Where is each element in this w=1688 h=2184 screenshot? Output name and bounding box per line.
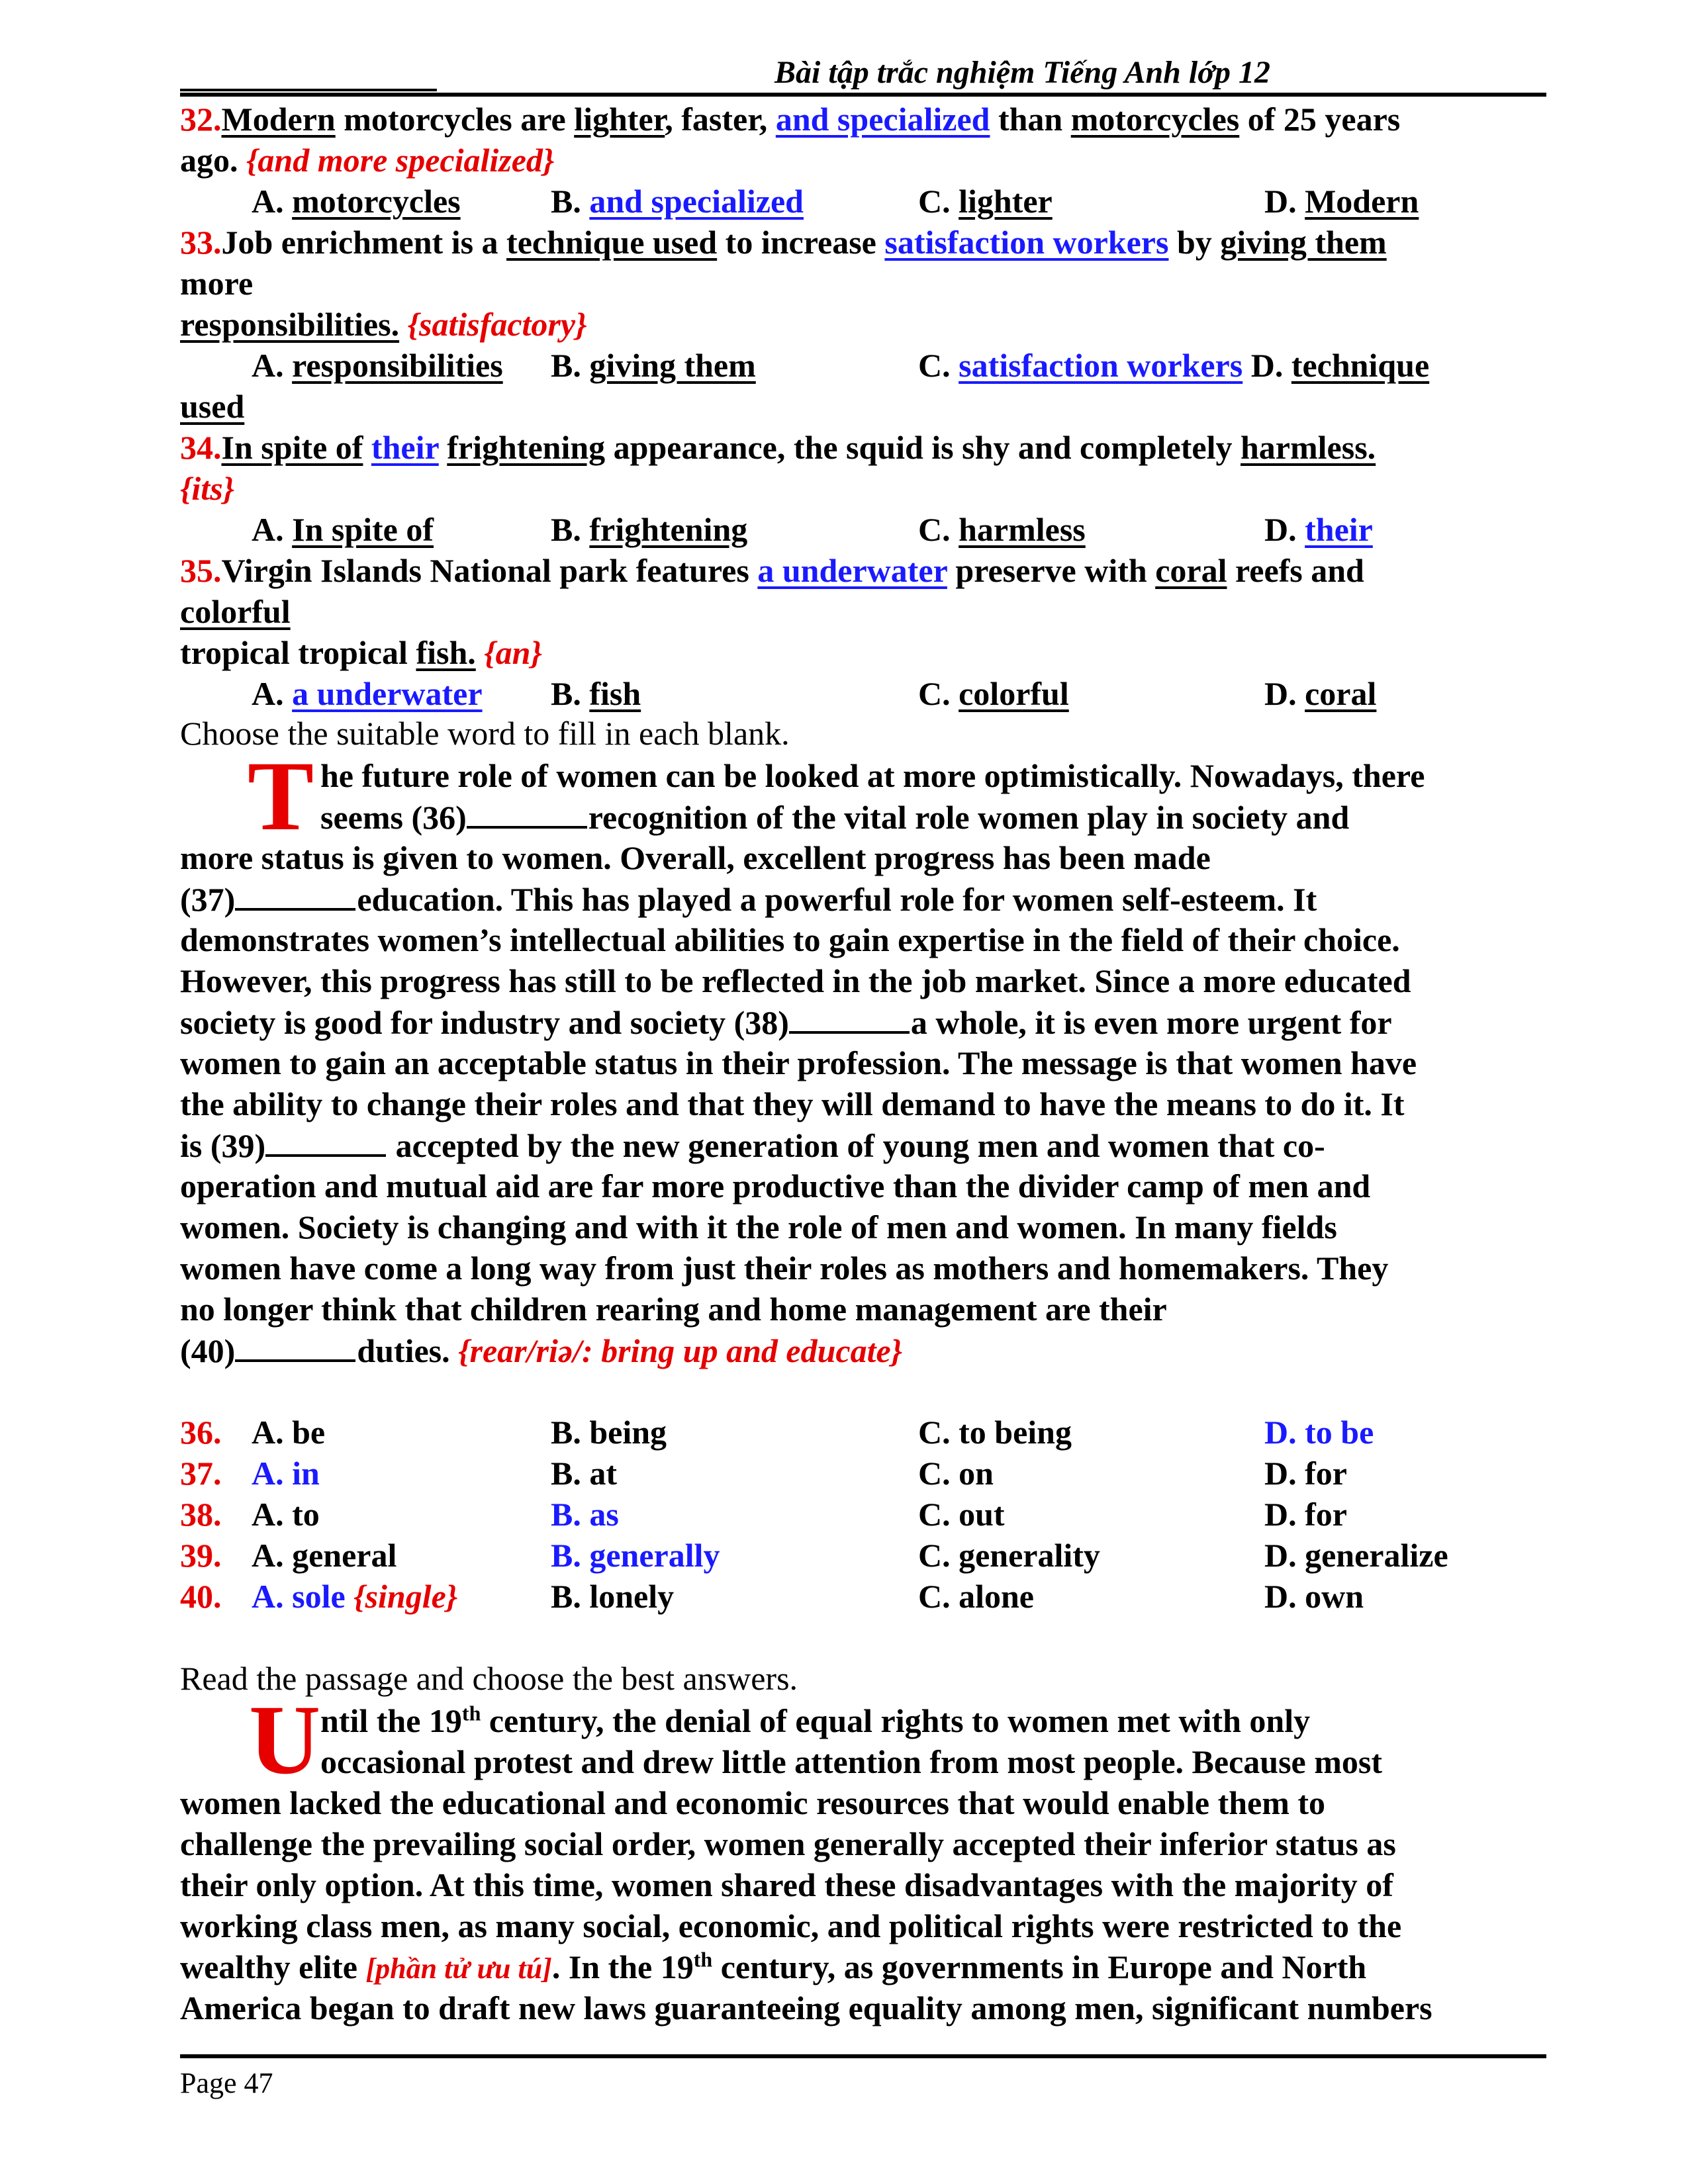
option-text: In spite of xyxy=(292,511,434,548)
q33-underlined-a: technique used xyxy=(506,224,718,261)
q33-correction: {satisfactory} xyxy=(399,306,587,343)
q35-option-a xyxy=(252,674,483,713)
option-letter: D. xyxy=(1264,675,1305,712)
blank-37 xyxy=(235,879,355,911)
answer-note: {single} xyxy=(345,1578,458,1615)
answer-option-c: C. generality xyxy=(918,1537,1100,1574)
q33-option-d-wrap xyxy=(180,387,244,426)
reading-line-2: occasional protest and drew little attention from most people. Because most xyxy=(320,1743,1383,1780)
q33-option-b xyxy=(551,345,756,385)
cloze-text: accepted by the new generation of young men and women that co- xyxy=(387,1127,1325,1164)
option-text: technique xyxy=(1291,347,1430,384)
page-header-title: Bài tập trắc nghiệm Tiếng Anh lớp 12 xyxy=(774,55,1270,90)
option-letter: B. xyxy=(551,675,590,712)
reading-line-1 xyxy=(320,1701,1310,1741)
q32-text: motorcycles are xyxy=(335,101,575,138)
answer-option-d: D. generalize xyxy=(1264,1537,1448,1574)
q33-text: to increase xyxy=(717,224,885,261)
header-rule-short xyxy=(180,89,437,91)
cloze-line-10 xyxy=(180,1125,1325,1165)
cloze-line-4 xyxy=(180,879,1317,919)
cloze-line-2 xyxy=(320,797,1349,837)
option-text: their xyxy=(1305,511,1373,548)
answer-option-a: A. in xyxy=(252,1455,320,1492)
option-letter: B. xyxy=(551,183,590,220)
reading-dropcap: U xyxy=(249,1685,321,1795)
q34-options xyxy=(180,510,1546,549)
q35-underlined-b: coral xyxy=(1155,552,1227,589)
answer-number: 37. xyxy=(180,1455,222,1492)
q32-option-d xyxy=(1264,181,1419,221)
answer-option-a: A. be xyxy=(252,1414,326,1451)
q32-underlined-d: motorcycles xyxy=(1070,101,1240,138)
cloze-text: is (39) xyxy=(180,1127,266,1164)
cloze-line-6: However, this progress has still to be reflected in the job market. Since a more educated xyxy=(180,962,1411,999)
cloze-text: a whole, it is even more urgent for xyxy=(910,1004,1392,1041)
reading-superscript: th xyxy=(693,1947,713,1972)
cloze-line-1: he future role of women can be looked at more optimistically. Nowadays, there xyxy=(320,757,1425,794)
blank-36 xyxy=(467,797,587,829)
q32-line-1 xyxy=(180,99,1400,139)
option-letter: C. xyxy=(918,183,959,220)
answer-option-c: C. to being xyxy=(918,1414,1072,1451)
answer-row-38 xyxy=(180,1494,1546,1534)
option-letter: B. xyxy=(551,511,590,548)
q32-correction: {and more specialized} xyxy=(246,142,555,179)
option-text: lighter xyxy=(959,183,1053,220)
reading-text: . In the 19 xyxy=(551,1948,694,1985)
reading-vocab-note: [phần tử ưu tú] xyxy=(365,1952,552,1985)
option-text: and specialized xyxy=(589,183,804,220)
cloze-text: education. This has played a powerful role for women self-esteem. It xyxy=(357,881,1317,918)
q35-option-c xyxy=(918,674,1069,713)
q33-line-3 xyxy=(180,304,587,344)
q34-line-2 xyxy=(180,469,234,508)
reading-line-6: working class men, as many social, economic, and political rights were restricted to the xyxy=(180,1907,1402,1944)
q32-option-a xyxy=(252,181,461,221)
q32-underlined-c: and specialized xyxy=(775,101,990,138)
answer-option-d: D. for xyxy=(1264,1455,1347,1492)
reading-line-5: their only option. At this time, women shared these disadvantages with the majority of xyxy=(180,1866,1393,1903)
reading-line-4: challenge the prevailing social order, women generally accepted their inferior status as xyxy=(180,1825,1396,1862)
option-letter: D. xyxy=(1264,511,1305,548)
answer-row-36 xyxy=(180,1412,1546,1452)
option-text: harmless xyxy=(959,511,1086,548)
cloze-instruction: Choose the suitable word to fill in each blank. xyxy=(180,715,790,752)
cloze-dropcap: T xyxy=(248,741,314,851)
answer-option-c: C. out xyxy=(918,1496,1005,1533)
q33-line-2: more xyxy=(180,265,254,302)
option-letter: A. xyxy=(252,511,293,548)
q35-correction: {an} xyxy=(475,634,542,671)
cloze-vocab-note: {rear/riə/: bring up and educate} xyxy=(458,1332,903,1369)
option-text: coral xyxy=(1305,675,1377,712)
q35-text: tropical tropical xyxy=(180,634,416,671)
reading-text: century, as governments in Europe and North xyxy=(712,1948,1367,1985)
answer-option-a: A. general xyxy=(252,1537,397,1574)
q34-underlined-d: harmless. xyxy=(1241,429,1376,466)
cloze-line-14: no longer think that children rearing and home management are their xyxy=(180,1291,1167,1328)
q32-line-2 xyxy=(180,140,554,180)
cloze-text: seems (36) xyxy=(320,799,467,836)
option-letter: C. xyxy=(918,675,959,712)
answer-option-b: B. being xyxy=(551,1414,667,1451)
answer-option-a: A. to xyxy=(252,1496,320,1533)
option-text: fish xyxy=(589,675,641,712)
q33-underlined-c: giving them xyxy=(1220,224,1387,261)
q33-underlined-d: responsibilities. xyxy=(180,306,400,343)
reading-line-7 xyxy=(180,1947,1366,1989)
q32-underlined-b: lighter xyxy=(574,101,665,138)
q32-text: of 25 years xyxy=(1239,101,1401,138)
option-text: a underwater xyxy=(292,675,483,712)
q35-line-3 xyxy=(180,633,542,672)
q35-number: 35. xyxy=(180,552,222,589)
q34-correction: {its} xyxy=(180,470,235,507)
q34-text xyxy=(363,429,371,466)
reading-line-8: America began to draft new laws guaranteeing equality among men, significant numbers xyxy=(180,1989,1432,2026)
answer-option-d: D. own xyxy=(1264,1578,1364,1615)
option-text: motorcycles xyxy=(292,183,461,220)
answer-option-d: D. to be xyxy=(1264,1414,1374,1451)
cloze-line-3: more status is given to women. Overall, excellent progress has been made xyxy=(180,839,1211,876)
answer-number: 40. xyxy=(180,1578,222,1615)
option-letter: C. xyxy=(918,511,959,548)
q32-number: 32. xyxy=(180,101,222,138)
q32-text: ago. xyxy=(180,142,246,179)
q32-underlined-a: Modern xyxy=(221,101,336,138)
cloze-text: duties. xyxy=(357,1332,459,1369)
answer-option-b: B. as xyxy=(551,1496,619,1533)
cloze-line-13: women have come a long way from just their roles as mothers and homemakers. They xyxy=(180,1250,1389,1287)
option-letter: A. xyxy=(252,347,293,384)
q34-text xyxy=(439,429,447,466)
option-letter: B. xyxy=(551,347,590,384)
q33-option-a xyxy=(252,345,503,385)
answer-number: 38. xyxy=(180,1496,222,1533)
q34-underlined-c: frightening xyxy=(447,429,606,466)
q35-option-b xyxy=(551,674,641,713)
reading-instruction: Read the passage and choose the best answers. xyxy=(180,1660,798,1697)
q33-line-1 xyxy=(180,222,1387,262)
answer-option-text: A. sole xyxy=(252,1578,346,1615)
cloze-line-8: women to gain an acceptable status in their profession. The message is that women have xyxy=(180,1044,1417,1081)
q35-option-d xyxy=(1264,674,1376,713)
q32-text: than xyxy=(990,101,1071,138)
q35-underlined-a: a underwater xyxy=(757,552,947,589)
reading-text: ntil the 19 xyxy=(320,1702,462,1739)
q32-options xyxy=(180,181,1546,221)
answer-row-39 xyxy=(180,1535,1546,1575)
q33-option-c xyxy=(918,345,1429,385)
q35-text: preserve with xyxy=(947,552,1156,589)
option-letter: D. xyxy=(1243,347,1291,384)
q35-line-2 xyxy=(180,592,291,631)
cloze-line-5: demonstrates women’s intellectual abilities to gain expertise in the field of their choice. xyxy=(180,921,1400,958)
option-letter: D. xyxy=(1264,183,1305,220)
cloze-line-9: the ability to change their roles and that they will demand to have the means to do it. It xyxy=(180,1085,1405,1122)
cloze-line-11: operation and mutual aid are far more productive than the divider camp of men and xyxy=(180,1167,1371,1205)
answer-option-d: D. for xyxy=(1264,1496,1347,1533)
option-text: Modern xyxy=(1305,183,1419,220)
reading-text: wealthy elite xyxy=(180,1948,366,1985)
option-text: colorful xyxy=(959,675,1069,712)
q34-number: 34. xyxy=(180,429,222,466)
q35-options xyxy=(180,674,1546,713)
q32-option-c xyxy=(918,181,1053,221)
answer-option-c: C. on xyxy=(918,1455,994,1492)
answer-number: 39. xyxy=(180,1537,222,1574)
page-number: Page 47 xyxy=(180,2067,273,2099)
cloze-line-7 xyxy=(180,1002,1392,1042)
answer-row-40 xyxy=(180,1576,1546,1616)
option-letter: A. xyxy=(252,675,293,712)
answer-option-a xyxy=(252,1576,457,1616)
answer-option-b: B. at xyxy=(551,1455,617,1492)
reading-line-3: women lacked the educational and economic resources that would enable them to xyxy=(180,1784,1326,1821)
answer-number: 36. xyxy=(180,1414,222,1451)
cloze-text: recognition of the vital role women play in society and xyxy=(588,799,1350,836)
option-text: giving them xyxy=(589,347,756,384)
option-text: frightening xyxy=(589,511,748,548)
q32-option-b xyxy=(551,181,804,221)
answer-option-b: B. lonely xyxy=(551,1578,675,1615)
q35-underlined-d: fish. xyxy=(416,634,476,671)
q33-options xyxy=(180,345,1546,385)
q35-line-1 xyxy=(180,551,1364,590)
q34-underlined-a: In spite of xyxy=(221,429,363,466)
cloze-text: (40) xyxy=(180,1332,236,1369)
header-rule xyxy=(180,93,1546,97)
q34-option-c xyxy=(918,510,1086,549)
q34-option-a xyxy=(252,510,434,549)
q33-number: 33. xyxy=(180,224,222,261)
q34-underlined-b: their xyxy=(371,429,439,466)
option-letter: C. xyxy=(918,347,959,384)
q35-underlined-c: colorful xyxy=(180,593,291,630)
q33-underlined-b: satisfaction workers xyxy=(884,224,1169,261)
cloze-line-15 xyxy=(180,1330,902,1371)
option-text: used xyxy=(180,388,245,425)
q34-line-1 xyxy=(180,428,1376,467)
blank-38 xyxy=(789,1002,910,1034)
cloze-text: society is good for industry and society (38) xyxy=(180,1004,789,1041)
blank-39 xyxy=(265,1125,386,1157)
option-letter: A. xyxy=(252,183,293,220)
q34-option-d xyxy=(1264,510,1373,549)
q32-text: , faster, xyxy=(665,101,776,138)
footer-rule xyxy=(180,2054,1546,2058)
q35-text: reefs and xyxy=(1227,552,1364,589)
blank-40 xyxy=(235,1330,355,1362)
answer-option-b: B. generally xyxy=(551,1537,720,1574)
option-text: satisfaction workers xyxy=(959,347,1243,384)
q33-text: by xyxy=(1168,224,1221,261)
answer-option-c: C. alone xyxy=(918,1578,1034,1615)
option-text: responsibilities xyxy=(292,347,503,384)
q34-text: appearance, the squid is shy and completely xyxy=(605,429,1241,466)
answer-row-37 xyxy=(180,1453,1546,1493)
reading-text: century, the denial of equal rights to women met with only xyxy=(481,1702,1311,1739)
q34-option-b xyxy=(551,510,747,549)
reading-superscript: th xyxy=(461,1701,481,1725)
q33-text: Job enrichment is a xyxy=(221,224,507,261)
cloze-text: (37) xyxy=(180,881,236,918)
cloze-line-12: women. Society is changing and with it the role of men and women. In many fields xyxy=(180,1208,1337,1246)
q35-text: Virgin Islands National park features xyxy=(221,552,758,589)
